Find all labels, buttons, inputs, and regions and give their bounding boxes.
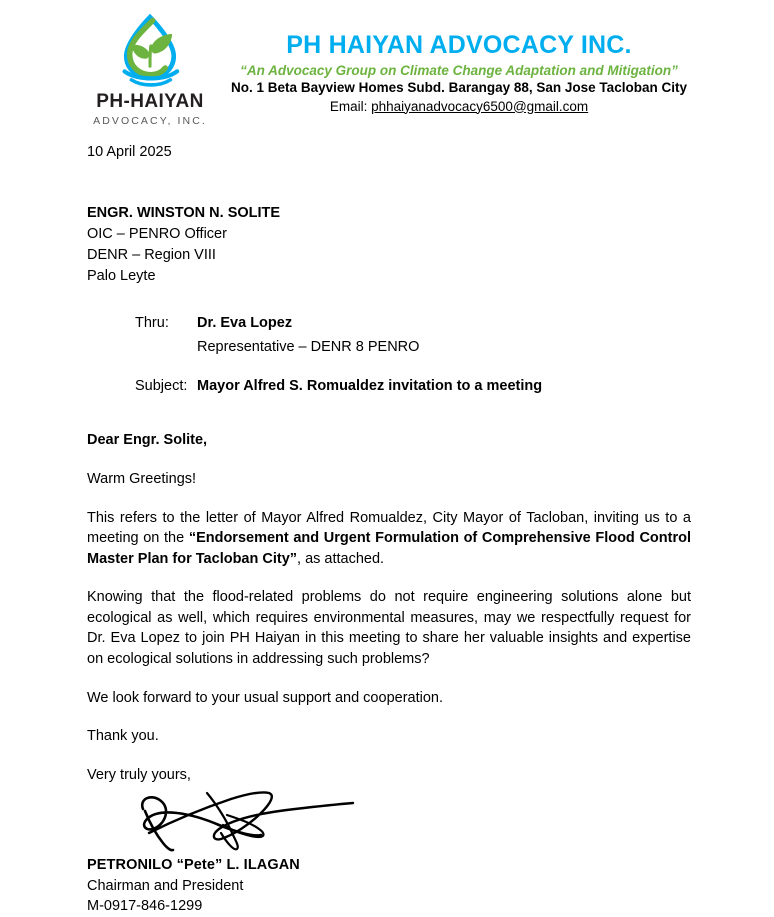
paragraph-1-before: This refers to the letter of Mayor Alfred Romualdez, City Mayor of Tacloban, inviting us to a meeting on the [87, 509, 691, 547]
recipient-name: ENGR. WINSTON N. SOLITE [87, 204, 281, 221]
email-label: Email: [329, 98, 372, 114]
organization-address: No. 1 Beta Bayview Homes Subd. Barangay 88, San Jose Tacloban City [231, 79, 687, 95]
subject-row [87, 376, 691, 397]
recipient-block [87, 203, 691, 287]
paragraph-4: Thank you. [87, 728, 159, 745]
recipient-location: Palo Leyte [87, 267, 156, 284]
paragraph-3: We look forward to your usual support and cooperation. [87, 689, 443, 706]
signer-name: PETRONILO “Pete” L. ILAGAN [87, 857, 300, 874]
letter-body [87, 142, 691, 917]
thru-role: Representative – DENR 8 PENRO [197, 339, 420, 356]
subject-value: Mayor Alfred S. Romualdez invitation to a meeting [197, 377, 543, 394]
paragraph-2: Knowing that the flood-related problems do not require engineering solutions alone but ecological as well, which requires environmental measures, may we respectfully request for Dr. Eva Lopez to join PH Haiyan in this meeting to share her valuable insights and expertise on ecological solutions in addressing such problems? [87, 589, 691, 667]
organization-tagline: “An Advocacy Group on Climate Change Adaptation and Mitigation” [240, 62, 678, 78]
logo-wordmark: PH-HAIYAN [96, 91, 204, 112]
thru-label: Thru: [135, 314, 169, 331]
recipient-agency: DENR – Region VIII [87, 246, 216, 263]
thru-name: Dr. Eva Lopez [197, 314, 293, 331]
email-address-link[interactable]: phhaiyanadvocacy6500@gmail.com [371, 98, 589, 114]
greeting-paragraph: Warm Greetings! [87, 470, 197, 487]
thru-row [87, 313, 691, 334]
signature-area [87, 789, 691, 855]
organization-header-text [214, 32, 704, 115]
organization-title: PH HAIYAN ADVOCACY INC. [286, 31, 632, 59]
paragraph-1-after: , as attached. [297, 550, 385, 567]
organization-email-line [214, 99, 704, 116]
closing-line: Very truly yours, [87, 766, 191, 783]
paragraph-1 [87, 508, 691, 570]
recipient-title: OIC – PENRO Officer [87, 225, 227, 242]
logo-subtitle: ADVOCACY, INC. [93, 114, 207, 127]
letterhead [0, 0, 774, 136]
handwritten-signature-icon [135, 785, 375, 857]
paragraph-1-bold: “Endorsement and Urgent Formulation of Comprehensive Flood Control Master Plan for Tacloban City” [87, 530, 691, 567]
organization-logo-block [72, 12, 228, 127]
signer-phone: M-0917-846-1299 [87, 898, 203, 915]
letter-date: 10 April 2025 [87, 144, 172, 160]
subject-label: Subject: [135, 377, 188, 394]
salutation: Dear Engr. Solite, [87, 432, 208, 449]
signer-role: Chairman and President [87, 877, 244, 894]
water-droplet-plant-logo-icon [107, 12, 193, 90]
